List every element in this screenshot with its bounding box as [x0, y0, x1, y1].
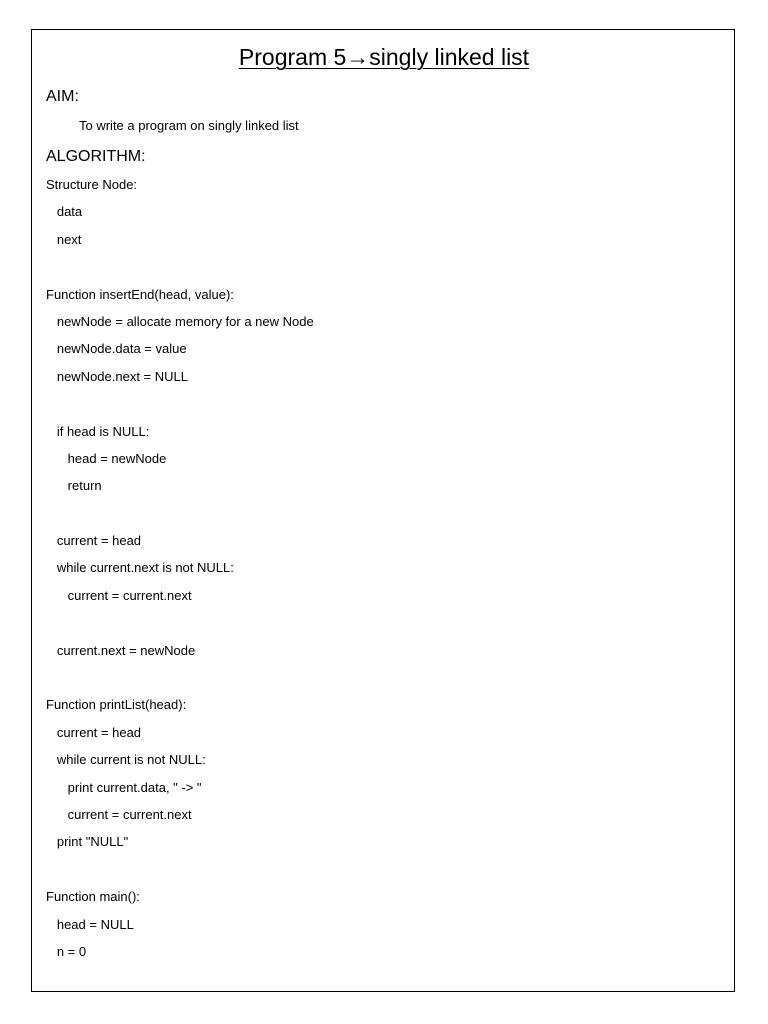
aim-heading: AIM: [46, 88, 79, 105]
algorithm-line: head = NULL [46, 916, 134, 932]
algorithm-line: current = head [46, 724, 142, 740]
page-title [0, 42, 768, 72]
algorithm-line: current = current.next [46, 587, 192, 603]
algorithm-line: newNode.next = NULL [46, 368, 188, 384]
algorithm-heading: ALGORITHM: [46, 148, 146, 165]
algorithm-line: Structure Node: [46, 177, 138, 192]
algorithm-line: current = head [46, 533, 142, 549]
aim-text: To write a program on singly linked list [79, 118, 299, 133]
algorithm-line [46, 258, 314, 285]
algorithm-line: newNode.data = value [46, 341, 187, 357]
algorithm-line [46, 614, 314, 641]
algorithm-line [46, 395, 314, 422]
algorithm-line: return [46, 478, 102, 494]
algorithm-line: head = newNode [46, 450, 167, 466]
algorithm-line: newNode = allocate memory for a new Node [46, 313, 314, 329]
algorithm-line [46, 669, 314, 696]
algorithm-line: while current is not NULL: [46, 752, 206, 768]
algorithm-line: if head is NULL: [46, 423, 150, 439]
algorithm-line: Function main(): [46, 889, 140, 905]
algorithm-line: print "NULL" [46, 834, 129, 850]
algorithm-line: current = current.next [46, 806, 192, 822]
algorithm-line: n = 0 [46, 943, 87, 959]
algorithm-code-block [46, 176, 314, 970]
algorithm-line: while current.next is not NULL: [46, 560, 234, 576]
algorithm-line: data [46, 204, 83, 220]
algorithm-line: print current.data, " -> " [46, 779, 202, 795]
algorithm-line [46, 505, 314, 532]
algorithm-line: next [46, 231, 82, 247]
algorithm-line [46, 861, 314, 888]
page-title-text: Program 5→singly linked list [238, 44, 530, 70]
algorithm-line: current.next = newNode [46, 642, 196, 658]
algorithm-line: Function printList(head): [46, 697, 187, 713]
algorithm-line: Function insertEnd(head, value): [46, 286, 234, 302]
